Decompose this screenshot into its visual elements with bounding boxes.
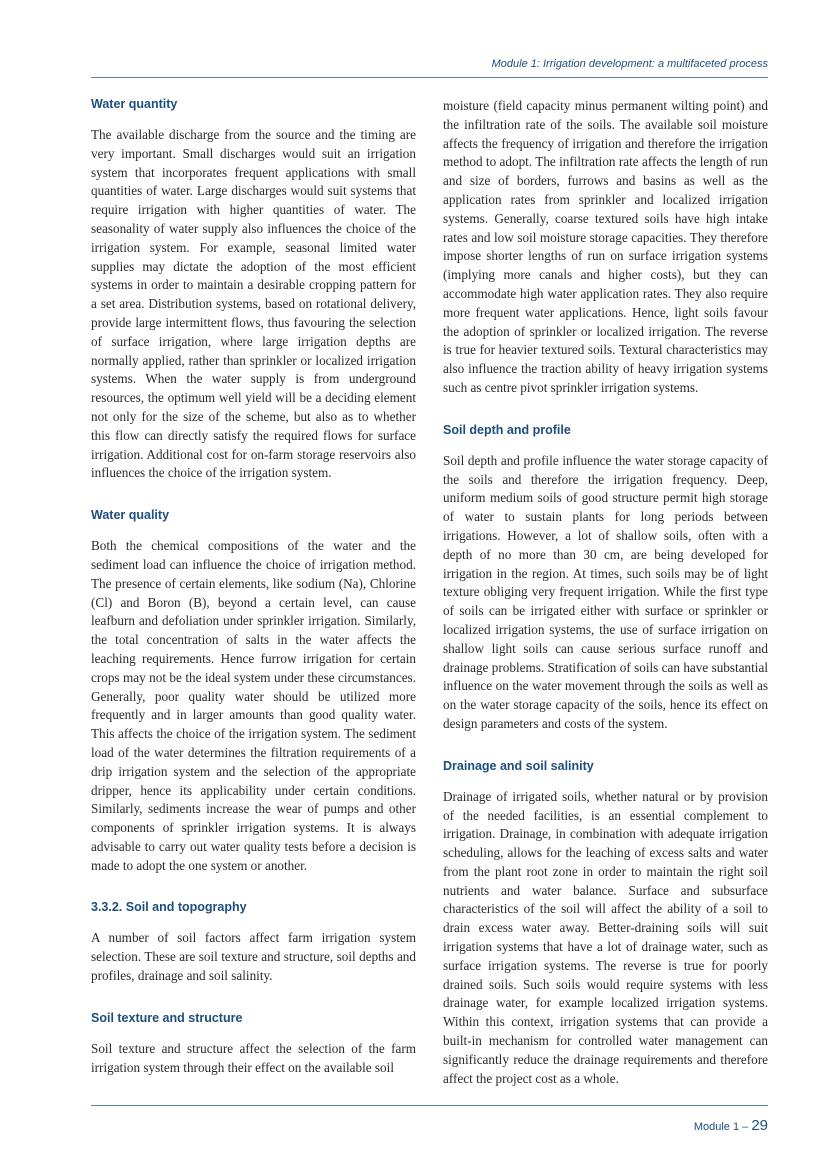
right-column bbox=[443, 97, 768, 1111]
paragraph-soil-texture: Soil texture and structure affect the selection of the farm irrigation system through their effect on the available soil bbox=[91, 1040, 416, 1075]
paragraph-water-quality: Both the chemical compositions of the water and the sediment load can influence the choice of irrigation method. The presence of certain elements, like sodium (Na), Chlorine (Cl) and Boron (B), beyond a certain level, can cause leafburn and defoliation under sprinkler irrigation. Similarly, the total concentration of salts in the water affects the leaching requirements. Hence furrow irrigation for certain crops may not be the ideal system under these circumstances. Generally, poor quality water should be utilized more frequently and in larger amounts than good quality water. This affects the choice of the irrigation system. The sediment load of the water determines the filtration requirements of a drip irrigation system and the selection of the appropriate dripper, hence its applicability under certain conditions. Similarly, sediments increase the wear of pumps and other components of sprinkler irrigation systems. It is always advisable to carry out water quality tests before a decision is made to adopt the one system or another. bbox=[91, 538, 416, 873]
footer-rule bbox=[91, 1105, 768, 1106]
heading-soil-depth: Soil depth and profile bbox=[443, 422, 571, 437]
running-header: Module 1: Irrigation development: a multifaceted process bbox=[491, 58, 768, 70]
heading-water-quantity: Water quantity bbox=[91, 97, 178, 111]
footer-module-label: Module 1 – bbox=[693, 1121, 749, 1133]
left-column bbox=[91, 95, 416, 1100]
paragraph-water-quantity: The available discharge from the source and the timing are very important. Small discharges would suit an irrigation system that incorporates frequent applications with small quantities of water. Large discharges would suit systems that require irrigation with higher quantities of water. The seasonality of water supply also influences the choice of the irrigation system. For example, seasonal limited water supplies may dictate the adoption of the most efficient systems in order to maintain a desirable cropping pattern for a set area. Distribution systems, based on rotational delivery, provide large intermittent flows, thus favouring the selection of surface irrigation, where large irrigation depths are normally applied, rather than sprinkler or localized irrigation systems. When the water supply is from underground resources, the optimum well yield will be a deciding element not only for the size of the scheme, but also as to whether this flow can directly satisfy the required flows for surface irrigation. Additional cost for on-farm storage reservoirs also influences the choice of the irrigation system. bbox=[91, 127, 416, 481]
paragraph-soil-topography: A number of soil factors affect farm irrigation system selection. These are soil texture and structure, soil depths and profiles, drainage and soil salinity. bbox=[91, 930, 416, 984]
page-number: 29 bbox=[751, 1117, 768, 1134]
paragraph-drainage: Drainage of irrigated soils, whether natural or by provision of the needed facilities, is an essential complement to irrigation. Drainage, in combination with adequate irrigation scheduling, allows for the leaching of excess salts and water from the plant root zone in order to maintain the right soil nutrients and water balance. Surface and subsurface characteristics of the soil will affect the ability of a soil to drain excess water away. Better-draining soils will suit irrigation systems that have a lot of drainage water, such as surface irrigation systems. The reverse is true for poorly drained soils. Such soils would require systems with less drainage water, for example localized irrigation systems. Within this context, irrigation systems that can provide a built-in mechanism for controlled water management can significantly reduce the drainage requirements and therefore affect the project cost as a whole. bbox=[443, 788, 768, 1086]
heading-drainage: Drainage and soil salinity bbox=[443, 758, 594, 773]
heading-water-quality: Water quality bbox=[91, 508, 170, 523]
paragraph-soil-depth: Soil depth and profile influence the water storage capacity of the soils and therefore the irrigation frequency. Deep, uniform medium soils of good structure permit high storage of water to sustain plants for long periods between irrigations. However, a lot of shallow soils, often with a depth of no more than 30 cm, are being developed for irrigation in the region. At times, such soils may be of light texture obliging very frequent irrigation. While the first type of soils can be irrigated either with surface or sprinkler or localized irrigation systems, the use of surface irrigation on shallow light soils can cause serious surface runoff and drainage problems. Stratification of soils can have substantial influence on the water movement through the soils as well as on the water storage capacity of the soils, hence its effect on design parameters and costs of the system. bbox=[443, 452, 768, 731]
paragraph-soil-texture-continued: moisture (field capacity minus permanent wilting point) and the infiltration rate of the soils. The available soil moisture affects the frequency of irrigation and therefore the irrigation method to adopt. The infiltration rate affects the length of run and size of borders, furrows and basins as well as the application rates from sprinkler and localized irrigation systems. Generally, coarse textured soils have high intake rates and low soil moisture storage capacities. They therefore impose shorter lengths of run on surface irrigation systems (implying more canals and higher costs), but they can accommodate high water application rates. They also require more frequent water applications. Hence, light soils favour the adoption of sprinkler or localized irrigation. The reverse is true for heavier textured soils. Textural characteristics may also influence the traction ability of heavy irrigation systems such as centre pivot sprinkler irrigation systems. bbox=[443, 98, 768, 395]
heading-soil-texture: Soil texture and structure bbox=[91, 1010, 243, 1025]
heading-soil-topography: 3.3.2. Soil and topography bbox=[91, 900, 247, 915]
header-rule bbox=[91, 77, 768, 78]
page-footer bbox=[694, 1117, 768, 1134]
